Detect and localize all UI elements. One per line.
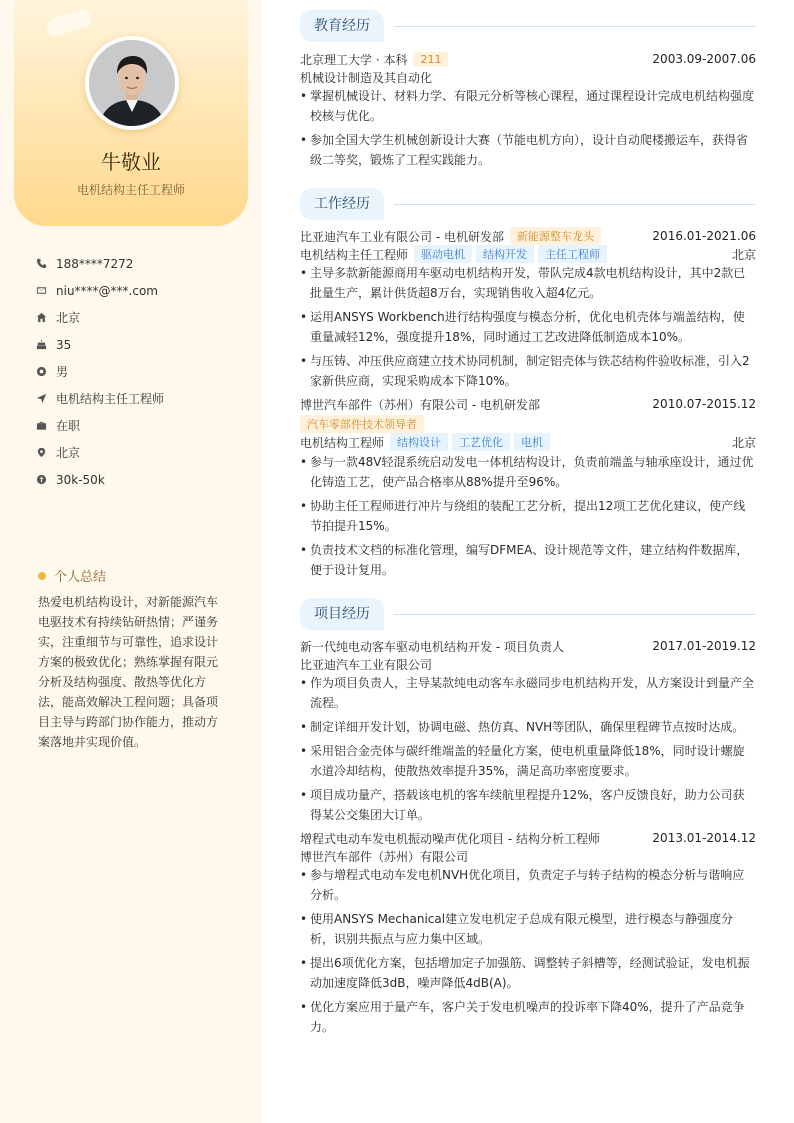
- avatar: [89, 40, 175, 126]
- section-title: 教育经历: [300, 10, 384, 42]
- job-company: 比亚迪汽车工业有限公司 - 电机研发部: [300, 229, 504, 244]
- skill-tag: 结构设计: [390, 433, 448, 451]
- list-item: • 制定详细开发计划，协调电磁、热仿真、NVH等团队，确保里程碑节点按时达成。: [300, 717, 756, 737]
- job-header: [300, 227, 756, 245]
- section-title: 工作经历: [300, 188, 384, 220]
- list-item: • 提出6项优化方案，包括增加定子加强筋、调整转子斜槽等，经测试验证，发电机振动加速度降低3dB，噪声降低4dB(A)。: [300, 953, 756, 993]
- skill-tag: 工艺优化: [452, 433, 510, 451]
- skill-tag: 电机: [514, 433, 550, 451]
- contact-email: [36, 277, 236, 304]
- contact-value: 男: [56, 365, 69, 379]
- major: 机械设计制造及其自动化: [300, 70, 433, 85]
- job-bullets: [300, 452, 756, 584]
- project-org-row: [300, 847, 756, 865]
- section-projects: [300, 598, 756, 630]
- project-header: [300, 829, 756, 847]
- avatar-frame: [85, 36, 179, 130]
- list-item: • 使用ANSYS Mechanical建立发电机定子总成有限元模型，进行模态与静强度分析，识别共振点与应力集中区域。: [300, 909, 756, 949]
- contact-value: 30k-50k: [56, 472, 105, 487]
- project-header: [300, 637, 756, 655]
- job-date: 2010.07-2015.12: [652, 397, 756, 411]
- avatar-portrait: [89, 40, 175, 126]
- job-location: 北京: [731, 435, 756, 450]
- project-date: 2017.01-2019.12: [652, 639, 756, 653]
- job-role-row: [300, 433, 756, 451]
- section-work: [300, 188, 756, 220]
- project-org: 比亚迪汽车工业有限公司: [300, 657, 433, 672]
- list-item: • 采用铝合金壳体与碳纤维端盖的轻量化方案，使电机重量降低18%，同时设计螺旋水道冷却结构，使散热效率提升35%，满足高功率密度要求。: [300, 741, 756, 781]
- list-item: • 参加全国大学生机械创新设计大赛（节能电机方向），设计自动爬楼搬运车，获得省级二等奖，锻炼了工程实践能力。: [300, 130, 756, 170]
- job-bullets: [300, 263, 756, 395]
- job-role: 电机结构主任工程师: [300, 247, 409, 262]
- summary-heading: [38, 566, 106, 585]
- project-org: 博世汽车部件（苏州）有限公司: [300, 849, 469, 864]
- section-education: [300, 10, 756, 42]
- list-item: • 协助主任工程师进行冲片与绕组的装配工艺分析，提出12项工艺优化建议，使产线节拍提升15%。: [300, 496, 756, 536]
- contact-gender: [36, 358, 236, 385]
- contact-status: [36, 412, 236, 439]
- money-icon: [36, 473, 56, 487]
- project-name: 新一代纯电动客车驱动电机结构开发 - 项目负责人: [300, 639, 564, 654]
- contact-value: 北京: [56, 446, 81, 460]
- section-divider: [394, 204, 756, 205]
- project-date: 2013.01-2014.12: [652, 831, 756, 845]
- education-date: 2003.09-2007.06: [652, 52, 756, 66]
- contact-list: [36, 250, 236, 493]
- briefcase-icon: [36, 419, 56, 433]
- list-item: • 优化方案应用于量产车，客户关于发电机噪声的投诉率下降40%，提升了产品竞争力。: [300, 997, 756, 1037]
- summary-heading-text: 个人总结: [54, 570, 107, 585]
- location-icon: [36, 446, 56, 460]
- contact-phone: [36, 250, 236, 277]
- contact-value: 35: [56, 337, 72, 352]
- contact-value: 188****7272: [56, 256, 134, 271]
- school-name: 北京理工大学 · 本科: [300, 52, 408, 67]
- list-item: • 掌握机械设计、材料力学、有限元分析等核心课程，通过课程设计完成电机结构强度校核与优化。: [300, 86, 756, 126]
- job-header: [300, 395, 756, 413]
- section-divider: [394, 614, 756, 615]
- project-bullets: [300, 865, 756, 1041]
- profile-title: 电机结构主任工程师: [76, 183, 185, 197]
- company-tag: 新能源整车龙头: [510, 227, 601, 245]
- list-item: • 参与增程式电动车发电机NVH优化项目，负责定子与转子结构的模态分析与谐响应分析。: [300, 865, 756, 905]
- section-divider: [394, 26, 756, 27]
- list-item: • 负责技术文档的标准化管理，编写DFMEA、设计规范等文件，建立结构件数据库，便于设计复用。: [300, 540, 756, 580]
- job-location: 北京: [731, 247, 756, 262]
- list-item: • 参与一款48V轻混系统启动发电一体机结构设计，负责前端盖与轴承座设计，通过优化铸造工艺，使产品合格率从88%提升至96%。: [300, 452, 756, 492]
- skill-tag: 结构开发: [476, 245, 534, 263]
- contact-location: [36, 439, 236, 466]
- sidebar: [0, 0, 262, 1123]
- education-bullets: [300, 86, 756, 174]
- home-icon: [36, 311, 56, 325]
- education-header: [300, 50, 756, 68]
- send-icon: [36, 392, 56, 406]
- job-role: 电机结构工程师: [300, 435, 385, 450]
- contact-value: 电机结构主任工程师: [56, 392, 165, 406]
- skill-tag: 驱动电机: [414, 245, 472, 263]
- phone-icon: [36, 257, 56, 271]
- job-company: 博世汽车部件（苏州）有限公司 - 电机研发部: [300, 397, 540, 412]
- contact-age: [36, 331, 236, 358]
- decorative-shape: [44, 7, 93, 38]
- gender-icon: [36, 365, 56, 379]
- contact-value: niu****@***.com: [56, 283, 158, 298]
- dot-icon: [38, 572, 46, 580]
- contact-value: 在职: [56, 419, 81, 433]
- job-date: 2016.01-2021.06: [652, 229, 756, 243]
- section-title: 项目经历: [300, 598, 384, 630]
- job-tag-row: [300, 415, 756, 433]
- cake-icon: [36, 338, 56, 352]
- job-role-row: [300, 245, 756, 263]
- list-item: • 运用ANSYS Workbench进行结构强度与模态分析，优化电机壳体与端盖结构，使重量减轻12%，强度提升18%，同时通过工艺改进降低制造成本10%。: [300, 307, 756, 347]
- profile-name: 牛敬业: [101, 150, 161, 174]
- school-tag: 211: [413, 52, 448, 67]
- contact-position: [36, 385, 236, 412]
- list-item: • 作为项目负责人，主导某款纯电动客车永磁同步电机结构开发，从方案设计到量产全流程。: [300, 673, 756, 713]
- project-org-row: [300, 655, 756, 673]
- project-name: 增程式电动车发电机振动噪声优化项目 - 结构分析工程师: [300, 831, 600, 846]
- list-item: • 与压铸、冲压供应商建立技术协同机制，制定铝壳体与铁芯结构件验收标准，引入2家新供应商，实现采购成本下降10%。: [300, 351, 756, 391]
- company-tag: 汽车零部件技术领导者: [300, 415, 424, 433]
- list-item: • 主导多款新能源商用车驱动电机结构开发，带队完成4款电机结构设计，其中2款已批量生产，累计供货超8万台，实现销售收入超4亿元。: [300, 263, 756, 303]
- summary-text: 热爱电机结构设计，对新能源汽车电驱技术有持续钻研热情；严谨务实，注重细节与可靠性，追求设计方案的极致优化；熟练掌握有限元分析及结构强度、散热等优化方法，能高效解决工程问题；具备项目主导与跨部门协作能力，推动方案落地并实现价值。: [38, 595, 219, 749]
- skill-tag: 主任工程师: [538, 245, 607, 263]
- list-item: • 项目成功量产，搭载该电机的客车续航里程提升12%，客户反馈良好，助力公司获得某公交集团大订单。: [300, 785, 756, 825]
- project-bullets: [300, 673, 756, 829]
- mail-icon: [36, 284, 56, 298]
- contact-home: [36, 304, 236, 331]
- contact-salary: [36, 466, 236, 493]
- education-major-row: [300, 68, 756, 86]
- contact-value: 北京: [56, 311, 81, 325]
